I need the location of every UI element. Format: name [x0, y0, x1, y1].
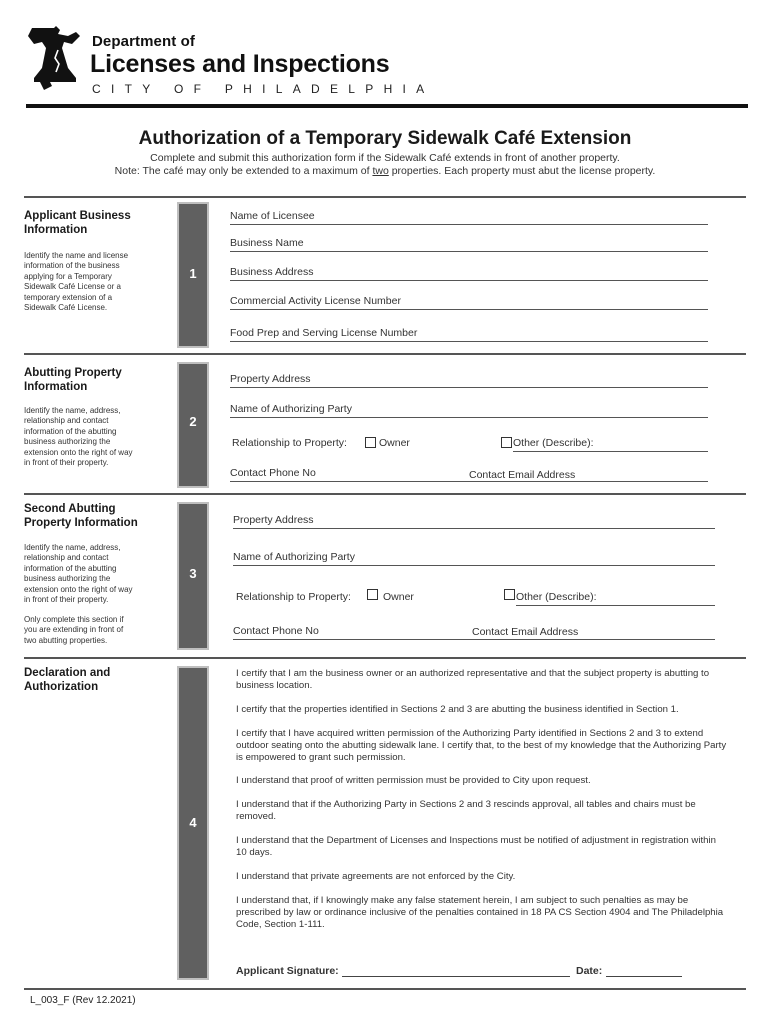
- form-title: Authorization of a Temporary Sidewalk Café Extension: [138, 128, 632, 149]
- section-4-number: 4: [189, 815, 197, 830]
- section-3-number: 3: [189, 566, 197, 581]
- section-3-note: Only complete this section if you are extending in front of two abutting properties.: [24, 615, 124, 645]
- declaration-statement: I certify that I am the business owner or an authorized representative and that the subject property is abutting to business location.: [236, 668, 710, 691]
- section-1-number: 1: [189, 266, 197, 281]
- declaration-statement: I understand that proof of written permission must be provided to City upon request.: [236, 775, 591, 786]
- business-address-label: Business Address: [230, 266, 314, 278]
- section-divider: [24, 353, 746, 355]
- second-authorizing-party-label: Name of Authorizing Party: [233, 551, 355, 563]
- second-authorizing-party-field[interactable]: [233, 550, 715, 566]
- owner-label: Owner: [379, 437, 410, 449]
- section-2-number: 2: [189, 414, 197, 429]
- declaration-statement: I certify that the properties identified in Sections 2 and 3 are abutting the business identified in Section 1.: [236, 704, 679, 715]
- declaration-statement: I certify that I have acquired written permission of the Authorizing Party identified in Sections 2 and 3 to extend outdoor seating onto the abutting sidewalk lane. I certify that, to the best of my knowledge that the Authorizing Party is empowered to grant such permission.: [236, 728, 727, 763]
- licensee-name-label: Name of Licensee: [230, 210, 315, 222]
- form-subtitle-1: Complete and submit this authorization form if the Sidewalk Café extends in front of another property.: [150, 152, 620, 164]
- section-1-description: Identify the name and license information of the business applying for a Temporary Sidewalk Café License or a temporary extension of a Sidewalk Café License.: [24, 251, 129, 313]
- second-owner-label: Owner: [383, 591, 414, 603]
- liberty-bell-logo-icon: [24, 24, 86, 94]
- second-contact-phone-label: Contact Phone No: [233, 625, 319, 637]
- section-2-description: Identify the name, address, relationship and contact information of the abutting business authorizing the extension onto the right of way in front of their property.: [24, 406, 133, 468]
- second-contact-email-label[interactable]: Contact Email Address: [472, 626, 579, 638]
- second-property-address-field[interactable]: [233, 513, 715, 529]
- business-name-label: Business Name: [230, 237, 304, 249]
- section-1-title: Applicant Business Information: [24, 210, 131, 236]
- contact-email-label[interactable]: Contact Email Address: [469, 469, 576, 481]
- second-owner-checkbox[interactable]: [367, 589, 378, 600]
- food-prep-license-label: Food Prep and Serving License Number: [230, 327, 418, 339]
- owner-checkbox[interactable]: [365, 437, 376, 448]
- section-3-title: Second Abutting Property Information: [24, 503, 138, 529]
- section-2-title: Abutting Property Information: [24, 367, 122, 393]
- city-name: CITY OF PHILADELPHIA: [92, 82, 435, 96]
- section-divider: [24, 196, 746, 198]
- business-name-field[interactable]: [230, 236, 708, 252]
- subtitle-2-post: properties. Each property must abut the license property.: [388, 165, 656, 177]
- property-address-label: Property Address: [230, 373, 311, 385]
- declaration-statement: I understand that if the Authorizing Party in Sections 2 and 3 rescinds approval, all tables and chairs must be removed.: [236, 799, 696, 822]
- contact-phone-label: Contact Phone No: [230, 467, 316, 479]
- form-subtitle-2: [0, 165, 770, 177]
- licensee-name-field[interactable]: [230, 209, 708, 225]
- commercial-activity-license-label: Commercial Activity License Number: [230, 295, 401, 307]
- second-other-checkbox[interactable]: [504, 589, 515, 600]
- other-describe-label: Other (Describe):: [513, 437, 594, 449]
- subtitle-2-pre: Note: The café may only be extended to a maximum of: [114, 165, 373, 177]
- food-prep-license-field[interactable]: [230, 326, 708, 342]
- business-address-field[interactable]: [230, 265, 708, 281]
- applicant-signature-label: Applicant Signature:: [236, 965, 339, 977]
- property-address-field[interactable]: [230, 372, 708, 388]
- declaration-statement: I understand that private agreements are not enforced by the City.: [236, 871, 516, 882]
- date-label: Date:: [576, 965, 603, 977]
- date-line[interactable]: [606, 976, 682, 977]
- second-property-address-label: Property Address: [233, 514, 314, 526]
- authorizing-party-field[interactable]: [230, 402, 708, 418]
- department-name: Licenses and Inspections: [90, 50, 390, 78]
- second-other-describe-label: Other (Describe):: [516, 591, 597, 603]
- department-of-text: Department of: [92, 33, 195, 50]
- subtitle-2-emphasis: two: [372, 165, 389, 177]
- section-4-title: Declaration and Authorization: [24, 667, 111, 693]
- applicant-signature-line[interactable]: [342, 976, 570, 977]
- declaration-statement: I understand that the Department of Licenses and Inspections must be notified of adjustment in registration within 10 days.: [236, 835, 716, 858]
- relationship-label: Relationship to Property:: [232, 437, 347, 449]
- form-code: L_003_F (Rev 12.2021): [30, 995, 136, 1006]
- other-describe-field[interactable]: [513, 436, 708, 452]
- commercial-activity-license-field[interactable]: [230, 294, 708, 310]
- section-divider: [24, 657, 746, 659]
- header-divider: [26, 104, 748, 108]
- footer-divider: [24, 988, 746, 990]
- section-divider: [24, 493, 746, 495]
- second-other-describe-field[interactable]: [516, 590, 715, 606]
- authorizing-party-label: Name of Authorizing Party: [230, 403, 352, 415]
- section-3-description: Identify the name, address, relationship and contact information of the abutting business authorizing the extension onto the right of way in front of their property.: [24, 543, 133, 605]
- second-relationship-label: Relationship to Property:: [236, 591, 351, 603]
- other-checkbox[interactable]: [501, 437, 512, 448]
- declaration-statement: I understand that, if I knowingly make any false statement herein, I am subject to such penalties as may be prescribed by law or ordinance inclusive of the penalties contained in 18 PA CS Section 4904 and The Philadelphia Code, Section 1-111.: [236, 895, 724, 930]
